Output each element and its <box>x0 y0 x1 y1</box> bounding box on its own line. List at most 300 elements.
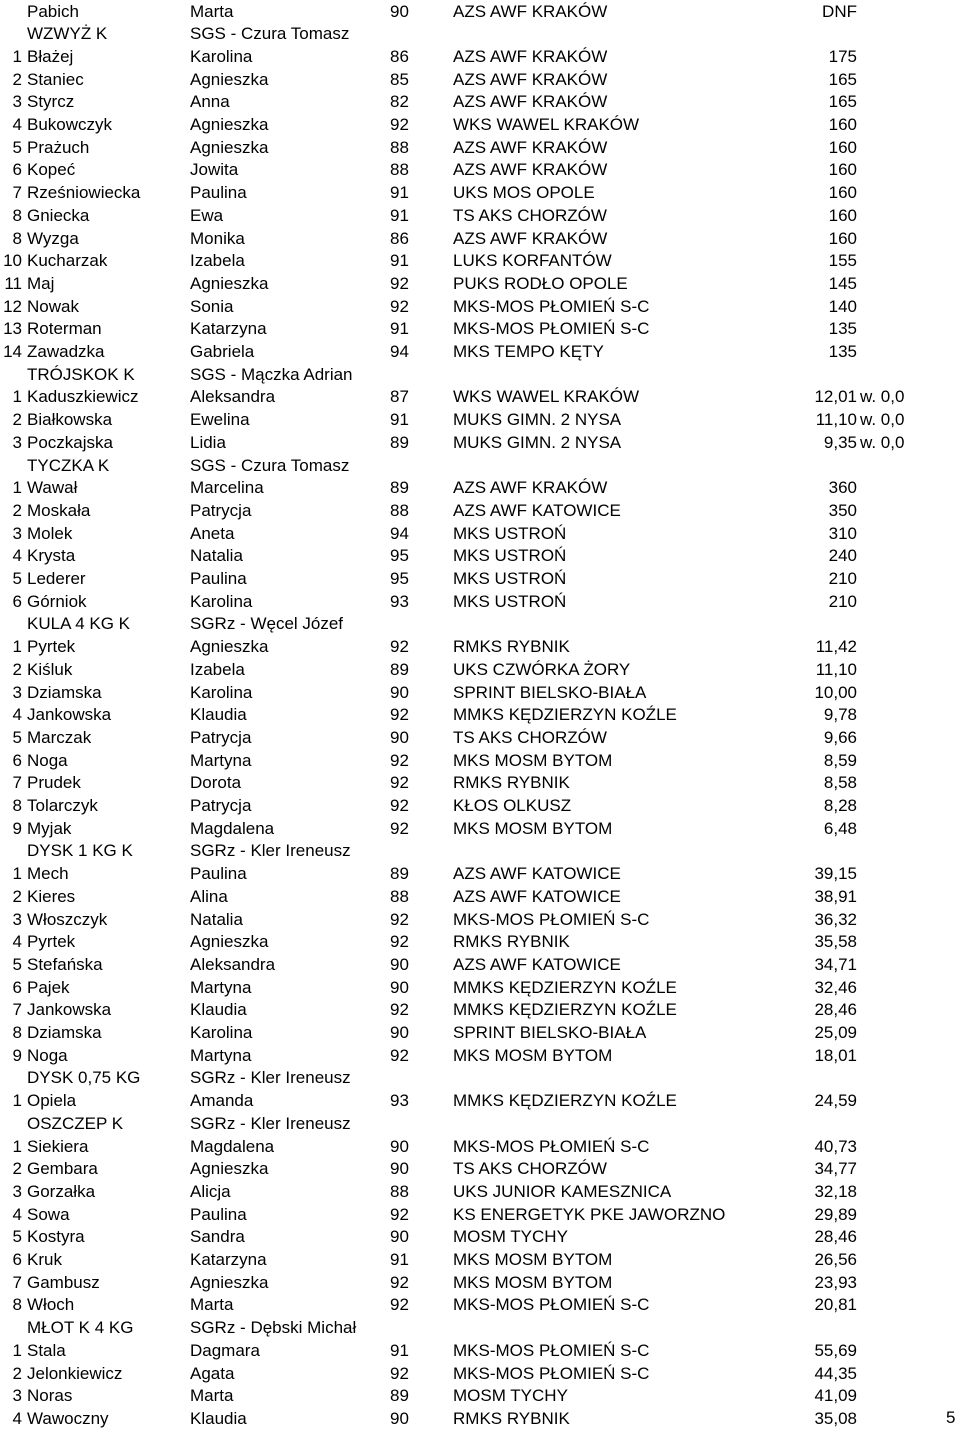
club-cell: MKS-MOS PŁOMIEŃ S-C <box>453 319 650 339</box>
birth-year-cell: 91 <box>390 183 409 203</box>
first-name-cell: Dorota <box>190 773 242 793</box>
birth-year-cell: 92 <box>390 637 409 657</box>
first-name-cell: Marta <box>190 1386 234 1406</box>
birth-year-cell: 89 <box>390 659 409 679</box>
last-name-cell: Prudek <box>27 773 81 793</box>
event-header <box>0 1317 960 1340</box>
event-coach: SGRz - Węcel Józef <box>190 614 344 634</box>
club-cell: AZS AWF KRAKÓW <box>453 137 608 157</box>
result-cell: 34,71 <box>814 954 857 974</box>
last-name-cell: Kucharzak <box>27 251 108 271</box>
result-cell: 160 <box>828 137 857 157</box>
birth-year-cell: 88 <box>390 500 409 520</box>
club-cell: TS AKS CHORZÓW <box>453 727 607 747</box>
place-cell: 2 <box>12 886 22 906</box>
first-name-cell: Katarzyna <box>190 1250 267 1269</box>
place-cell: 5 <box>12 569 22 588</box>
result-row <box>0 114 960 137</box>
birth-year-cell: 93 <box>390 1091 409 1111</box>
result-cell: 175 <box>828 46 857 66</box>
result-cell: 39,15 <box>814 864 857 884</box>
place-cell: 11 <box>4 273 22 293</box>
club-cell: PUKS RODŁO OPOLE <box>453 273 628 293</box>
birth-year-cell: 90 <box>390 1227 409 1247</box>
last-name-cell: Zawadzka <box>27 342 105 361</box>
place-cell: 7 <box>12 773 22 793</box>
place-cell: 8 <box>12 796 22 815</box>
club-cell: UKS JUNIOR KAMESZNICA <box>453 1181 672 1201</box>
birth-year-cell: 90 <box>390 1408 409 1428</box>
place-cell: 4 <box>12 546 22 566</box>
place-cell: 9 <box>12 1045 22 1065</box>
club-cell: MKS-MOS PŁOMIEŃ S-C <box>453 1363 650 1383</box>
result-cell: 160 <box>828 205 857 225</box>
birth-year-cell: 93 <box>390 591 409 611</box>
birth-year-cell: 92 <box>390 796 409 815</box>
result-row <box>0 909 960 932</box>
place-cell: 6 <box>12 750 22 770</box>
result-cell: 240 <box>828 546 857 566</box>
result-row <box>0 682 960 705</box>
last-name-cell: Krysta <box>27 546 76 566</box>
birth-year-cell: 86 <box>390 228 409 248</box>
birth-year-cell: 88 <box>390 886 409 906</box>
last-name-cell: Stala <box>27 1340 66 1360</box>
place-cell: 4 <box>12 705 22 725</box>
last-name-cell: Siekiera <box>27 1136 89 1156</box>
result-row <box>0 1272 960 1295</box>
result-cell: 11,10 <box>815 659 857 679</box>
event-title: OSZCZEP K <box>27 1113 124 1133</box>
club-cell: MKS-MOS PŁOMIEŃ S-C <box>453 296 650 316</box>
last-name-cell: Lederer <box>27 569 86 588</box>
birth-year-cell: 90 <box>390 727 409 747</box>
club-cell: RMKS RYBNIK <box>453 1408 570 1428</box>
result-cell: 155 <box>828 251 857 271</box>
first-name-cell: Agnieszka <box>190 637 269 657</box>
result-cell: 350 <box>828 500 857 520</box>
place-cell: 5 <box>12 727 22 747</box>
result-cell: 160 <box>828 115 857 134</box>
birth-year-cell: 91 <box>390 1250 409 1269</box>
first-name-cell: Sonia <box>190 296 234 316</box>
birth-year-cell: 95 <box>390 546 409 566</box>
result-row <box>0 1136 960 1159</box>
last-name-cell: Pajek <box>27 977 70 997</box>
result-row <box>0 818 960 841</box>
first-name-cell: Jowita <box>190 160 239 180</box>
result-cell: 140 <box>828 296 857 316</box>
birth-year-cell: 92 <box>390 1045 409 1065</box>
result-row <box>0 591 960 614</box>
first-name-cell: Patrycja <box>190 727 252 747</box>
result-cell: 310 <box>828 523 857 543</box>
result-cell: 165 <box>828 69 857 89</box>
result-cell: 35,58 <box>814 932 857 952</box>
birth-year-cell: 90 <box>390 1159 409 1179</box>
birth-year-cell: 88 <box>390 137 409 157</box>
result-row <box>0 69 960 92</box>
birth-year-cell: 91 <box>390 251 409 271</box>
first-name-cell: Agnieszka <box>190 1159 269 1179</box>
first-name-cell: Anna <box>190 92 230 112</box>
club-cell: MKS USTROŃ <box>453 569 567 588</box>
birth-year-cell: 92 <box>390 1272 409 1292</box>
place-cell: 12 <box>3 296 22 316</box>
birth-year-cell: 90 <box>390 682 409 702</box>
result-cell: 20,81 <box>814 1295 857 1315</box>
last-name-cell: Kruk <box>27 1250 62 1269</box>
event-coach: SGS - Czura Tomasz <box>190 455 350 475</box>
club-cell: UKS CZWÓRKA ŻORY <box>453 659 631 679</box>
club-cell: TS AKS CHORZÓW <box>453 1159 607 1179</box>
birth-year-cell: 92 <box>390 932 409 952</box>
first-name-cell: Agnieszka <box>190 69 269 89</box>
first-name-cell: Patrycja <box>190 796 252 815</box>
birth-year-cell: 95 <box>390 569 409 588</box>
result-cell: 210 <box>828 569 857 588</box>
place-cell: 3 <box>12 1386 22 1406</box>
last-name-cell: Pyrtek <box>27 932 76 952</box>
birth-year-cell: 87 <box>390 387 409 407</box>
result-row <box>0 1045 960 1068</box>
result-cell: 38,91 <box>814 886 857 906</box>
birth-year-cell: 92 <box>390 1363 409 1383</box>
birth-year-cell: 91 <box>390 410 409 430</box>
first-name-cell: Monika <box>190 228 245 248</box>
result-cell: 8,58 <box>823 773 857 793</box>
event-coach: SGRz - Kler Ireneusz <box>190 841 351 861</box>
first-name-cell: Klaudia <box>190 1408 247 1428</box>
wind-cell: w. 0,0 <box>860 387 905 407</box>
result-cell: 160 <box>828 228 857 248</box>
last-name-cell: Molek <box>27 523 73 543</box>
place-cell: 2 <box>12 1159 22 1179</box>
result-row <box>0 46 960 69</box>
result-cell: 9,78 <box>823 705 857 725</box>
place-cell: 1 <box>12 1340 22 1360</box>
club-cell: SPRINT BIELSKO-BIAŁA <box>453 1023 647 1042</box>
place-cell: 8 <box>12 205 22 225</box>
last-name-cell: Gambusz <box>27 1272 100 1292</box>
club-cell: RMKS RYBNIK <box>453 932 570 952</box>
first-name-cell: Izabela <box>190 251 245 271</box>
place-cell: 7 <box>12 1272 22 1292</box>
event-title: DYSK 0,75 KG <box>27 1068 141 1088</box>
club-cell: MUKS GIMN. 2 NYSA <box>453 410 622 430</box>
last-name-cell: Jankowska <box>27 705 112 725</box>
place-cell: 2 <box>12 659 22 679</box>
club-cell: MUKS GIMN. 2 NYSA <box>453 432 622 452</box>
club-cell: MOSM TYCHY <box>453 1227 568 1247</box>
result-cell: 34,77 <box>814 1159 857 1179</box>
result-row <box>0 795 960 818</box>
birth-year-cell: 92 <box>390 818 409 838</box>
event-title: DYSK 1 KG K <box>27 841 133 861</box>
first-name-cell: Aleksandra <box>190 387 276 407</box>
last-name-cell: Wawał <box>27 478 78 498</box>
last-name-cell: Pyrtek <box>27 637 76 657</box>
birth-year-cell: 88 <box>390 160 409 180</box>
result-row <box>0 1294 960 1317</box>
last-name-cell: Stefańska <box>27 954 103 974</box>
last-name-cell: Noga <box>27 750 68 770</box>
last-name-cell: Kiśluk <box>27 659 73 679</box>
birth-year-cell: 91 <box>390 1340 409 1360</box>
last-name-cell: Maj <box>27 273 55 293</box>
place-cell: 7 <box>12 1000 22 1020</box>
result-row <box>0 477 960 500</box>
first-name-cell: Aneta <box>190 523 235 543</box>
last-name-cell: Wyzga <box>27 228 79 248</box>
club-cell: MKS USTROŃ <box>453 523 567 543</box>
birth-year-cell: 92 <box>390 705 409 725</box>
club-cell: AZS AWF KRAKÓW <box>453 160 608 180</box>
result-cell: 55,69 <box>814 1340 857 1360</box>
place-cell: 1 <box>12 864 22 884</box>
result-cell: 18,01 <box>814 1045 857 1065</box>
event-coach: SGRz - Kler Ireneusz <box>190 1113 351 1133</box>
result-cell: 135 <box>828 319 857 339</box>
birth-year-cell: 92 <box>390 1000 409 1020</box>
place-cell: 1 <box>12 46 22 66</box>
result-row <box>0 1022 960 1045</box>
birth-year-cell: 90 <box>390 1136 409 1156</box>
last-name-cell: Prażuch <box>27 137 90 157</box>
club-cell: SPRINT BIELSKO-BIAŁA <box>453 682 647 702</box>
first-name-cell: Agnieszka <box>190 137 269 157</box>
result-row <box>0 1204 960 1227</box>
place-cell: 1 <box>12 478 22 498</box>
club-cell: MKS MOSM BYTOM <box>453 1272 613 1292</box>
result-row <box>0 545 960 568</box>
last-name-cell: Kieres <box>27 886 76 906</box>
last-name-cell: Roterman <box>27 319 102 339</box>
first-name-cell: Agata <box>190 1363 235 1383</box>
place-cell: 3 <box>12 1181 22 1201</box>
last-name-cell: Kopeć <box>27 160 76 180</box>
event-header <box>0 23 960 46</box>
result-row <box>0 999 960 1022</box>
result-row <box>0 273 960 296</box>
place-cell: 3 <box>12 432 22 452</box>
club-cell: MMKS KĘDZIERZYN KOŹLE <box>453 1091 677 1111</box>
first-name-cell: Agnieszka <box>190 273 269 293</box>
place-cell: 14 <box>3 342 22 361</box>
first-name-cell: Sandra <box>190 1227 245 1247</box>
club-cell: MKS MOSM BYTOM <box>453 750 613 770</box>
club-cell: WKS WAWEL KRAKÓW <box>453 387 640 407</box>
place-cell: 3 <box>12 682 22 702</box>
club-cell: TS AKS CHORZÓW <box>453 205 607 225</box>
place-cell: 5 <box>12 137 22 157</box>
club-cell: MOSM TYCHY <box>453 1386 568 1406</box>
result-row <box>0 205 960 228</box>
club-cell: AZS AWF KATOWICE <box>453 954 621 974</box>
result-row <box>0 1249 960 1272</box>
result-row <box>0 137 960 160</box>
last-name-cell: Gniecka <box>27 205 90 225</box>
birth-year-cell: 94 <box>390 342 409 361</box>
club-cell: MMKS KĘDZIERZYN KOŹLE <box>453 977 677 997</box>
event-coach: SGS - Czura Tomasz <box>190 24 350 44</box>
birth-year-cell: 86 <box>390 46 409 66</box>
result-row <box>0 750 960 773</box>
first-name-cell: Lidia <box>190 432 226 452</box>
first-name-cell: Marta <box>190 1 234 21</box>
place-cell: 13 <box>3 319 22 339</box>
result-cell: 28,46 <box>814 1227 857 1247</box>
place-cell: 9 <box>12 818 22 838</box>
result-cell: 10,00 <box>814 682 857 702</box>
result-row <box>0 432 960 455</box>
event-header <box>0 1067 960 1090</box>
result-row <box>0 1090 960 1113</box>
result-cell: 145 <box>828 273 857 293</box>
first-name-cell: Magdalena <box>190 818 275 838</box>
result-row <box>0 1158 960 1181</box>
result-row <box>0 659 960 682</box>
last-name-cell: Bukowczyk <box>27 115 113 134</box>
birth-year-cell: 90 <box>390 954 409 974</box>
place-cell: 2 <box>12 410 22 430</box>
first-name-cell: Klaudia <box>190 705 247 725</box>
result-row <box>0 182 960 205</box>
first-name-cell: Gabriela <box>190 342 255 361</box>
birth-year-cell: 92 <box>390 296 409 316</box>
birth-year-cell: 92 <box>390 273 409 293</box>
first-name-cell: Paulina <box>190 1204 247 1224</box>
last-name-cell: Gorzałka <box>27 1181 96 1201</box>
club-cell: MKS MOSM BYTOM <box>453 818 613 838</box>
event-title: WZWYŻ K <box>27 24 108 44</box>
last-name-cell: Dziamska <box>27 1023 102 1042</box>
result-cell: DNF <box>822 1 857 21</box>
event-header <box>0 840 960 863</box>
last-name-cell: Nowak <box>27 296 79 316</box>
result-row <box>0 977 960 1000</box>
place-cell: 2 <box>12 69 22 89</box>
result-row <box>0 1363 960 1386</box>
result-row <box>0 523 960 546</box>
result-cell: 24,59 <box>814 1091 857 1111</box>
result-row <box>0 636 960 659</box>
result-row <box>0 1385 960 1408</box>
place-cell: 10 <box>3 251 22 271</box>
result-cell: 12,01 <box>814 387 857 407</box>
club-cell: AZS AWF KATOWICE <box>453 500 621 520</box>
result-cell: 41,09 <box>814 1386 857 1406</box>
last-name-cell: Moskała <box>27 500 91 520</box>
event-title: MŁOT K 4 KG <box>27 1318 134 1338</box>
result-row <box>0 886 960 909</box>
club-cell: AZS AWF KATOWICE <box>453 886 621 906</box>
first-name-cell: Agnieszka <box>190 1272 269 1292</box>
place-cell: 4 <box>12 1204 22 1224</box>
birth-year-cell: 82 <box>390 92 409 112</box>
last-name-cell: Styrcz <box>27 92 75 112</box>
first-name-cell: Karolina <box>190 1023 253 1042</box>
place-cell: 6 <box>12 591 22 611</box>
first-name-cell: Paulina <box>190 569 247 588</box>
birth-year-cell: 94 <box>390 523 409 543</box>
club-cell: MKS MOSM BYTOM <box>453 1045 613 1065</box>
event-coach: SGRz - Kler Ireneusz <box>190 1068 351 1088</box>
first-name-cell: Klaudia <box>190 1000 247 1020</box>
first-name-cell: Alicja <box>190 1181 231 1201</box>
event-coach: SGRz - Dębski Michał <box>190 1318 357 1338</box>
result-row <box>0 228 960 251</box>
result-cell: 32,46 <box>814 977 857 997</box>
last-name-cell: Noras <box>27 1386 73 1406</box>
last-name-cell: Włoszczyk <box>27 909 108 929</box>
result-row <box>0 91 960 114</box>
event-title: KULA 4 KG K <box>27 614 130 634</box>
event-header <box>0 455 960 478</box>
result-cell: 165 <box>828 92 857 112</box>
first-name-cell: Agnieszka <box>190 115 269 134</box>
club-cell: MKS MOSM BYTOM <box>453 1250 613 1269</box>
place-cell: 1 <box>12 637 22 657</box>
place-cell: 1 <box>12 1091 22 1111</box>
last-name-cell: Górniok <box>27 591 87 611</box>
last-name-cell: Mech <box>27 864 69 884</box>
result-cell: 360 <box>828 478 857 498</box>
last-name-cell: Staniec <box>27 69 84 89</box>
result-cell: 23,93 <box>814 1272 857 1292</box>
last-name-cell: Sowa <box>27 1204 70 1224</box>
result-cell: 160 <box>828 160 857 180</box>
club-cell: MKS-MOS PŁOMIEŃ S-C <box>453 1295 650 1315</box>
place-cell: 2 <box>12 500 22 520</box>
last-name-cell: Kaduszkiewicz <box>27 387 139 407</box>
club-cell: MKS USTROŃ <box>453 546 567 566</box>
club-cell: AZS AWF KATOWICE <box>453 864 621 884</box>
club-cell: WKS WAWEL KRAKÓW <box>453 115 640 134</box>
result-row <box>0 772 960 795</box>
result-cell: 25,09 <box>814 1023 857 1042</box>
last-name-cell: Białkowska <box>27 410 113 430</box>
last-name-cell: Wawoczny <box>27 1408 109 1428</box>
first-name-cell: Karolina <box>190 682 253 702</box>
last-name-cell: Myjak <box>27 818 72 838</box>
club-cell: MKS-MOS PŁOMIEŃ S-C <box>453 1340 650 1360</box>
result-row <box>0 500 960 523</box>
last-name-cell: Pabich <box>27 1 79 21</box>
club-cell: KŁOS OLKUSZ <box>453 796 572 815</box>
birth-year-cell: 85 <box>390 69 409 89</box>
first-name-cell: Ewelina <box>190 410 250 430</box>
place-cell: 5 <box>12 954 22 974</box>
place-cell: 5 <box>12 1227 22 1247</box>
last-name-cell: Rześniowiecka <box>27 183 141 203</box>
club-cell: AZS AWF KRAKÓW <box>453 69 608 89</box>
event-title: TYCZKA K <box>27 455 110 475</box>
place-cell: 8 <box>12 1295 22 1315</box>
result-row <box>0 296 960 319</box>
place-cell: 8 <box>12 228 22 248</box>
birth-year-cell: 90 <box>390 1023 409 1042</box>
club-cell: AZS AWF KRAKÓW <box>453 92 608 112</box>
result-row <box>0 159 960 182</box>
last-name-cell: Poczkajska <box>27 432 113 452</box>
first-name-cell: Magdalena <box>190 1136 275 1156</box>
place-cell: 3 <box>12 523 22 543</box>
last-name-cell: Gembara <box>27 1159 98 1179</box>
first-name-cell: Paulina <box>190 183 247 203</box>
event-header <box>0 1113 960 1136</box>
result-row <box>0 704 960 727</box>
